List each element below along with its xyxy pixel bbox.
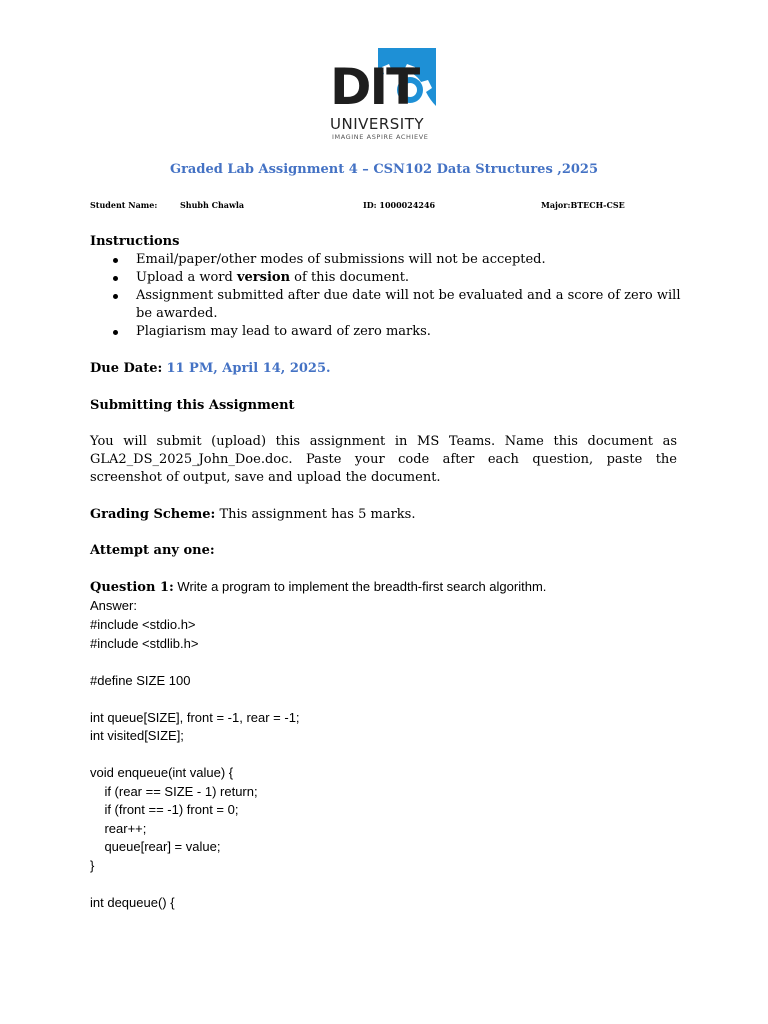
attempt-heading: Attempt any one:: [90, 543, 215, 558]
logo-brand: DIT: [330, 58, 419, 116]
answer-label: Answer:: [90, 598, 137, 613]
due-date-value: 11 PM, April 14, 2025.: [166, 361, 331, 376]
grading-text: This assignment has 5 marks.: [215, 507, 416, 522]
list-item: Email/paper/other modes of submissions will not be accepted.: [90, 251, 690, 269]
question-1: [90, 578, 546, 597]
code-line: int queue[SIZE], front = -1, rear = -1;: [90, 709, 300, 725]
bullet-icon: [113, 294, 118, 299]
bullet-icon: [113, 258, 118, 263]
code-line: #define SIZE 100: [90, 672, 191, 688]
code-line: [90, 746, 300, 765]
code-line: if (rear == SIZE - 1) return;: [90, 783, 258, 799]
code-line: [90, 653, 300, 672]
list-item: Upload a word version of this document.: [90, 269, 690, 287]
list-item: Plagiarism may lead to award of zero marks.: [90, 323, 690, 341]
code-line: [90, 875, 300, 894]
code-line: [90, 690, 300, 709]
instructions-list: [90, 251, 690, 341]
submitting-heading: Submitting this Assignment: [90, 398, 295, 413]
bullet-icon: [113, 276, 118, 281]
student-id: ID: 1000024246: [363, 200, 436, 210]
code-line: rear++;: [90, 820, 147, 836]
grading-label: Grading Scheme:: [90, 507, 216, 522]
grading-scheme: [90, 506, 415, 524]
question-text: Write a program to implement the breadth-first search algorithm.: [173, 579, 547, 594]
assignment-title: Graded Lab Assignment 4 – CSN102 Data Structures ,2025: [169, 162, 598, 177]
bullet-icon: [113, 330, 118, 335]
code-block: [90, 616, 300, 912]
code-line: void enqueue(int value) {: [90, 765, 234, 780]
due-date-label: Due Date:: [90, 361, 163, 376]
student-name-value: Shubh Chawla: [180, 200, 245, 210]
code-line: queue[rear] = value;: [90, 839, 221, 854]
submitting-text: You will submit (upload) this assignment in MS Teams. Name this document as GLA2_DS_2025_John_Doe.doc. Paste your code after each question, paste the screenshot of output, save and upload the document.: [90, 434, 677, 485]
code-line: #include <stdlib.h>: [90, 635, 199, 651]
list-item: Assignment submitted after due date will not be evaluated and a score of zero will be awarded.: [90, 287, 690, 323]
instructions-heading: Instructions: [90, 234, 180, 249]
code-line: if (front == -1) front = 0;: [90, 802, 239, 817]
due-date: [90, 360, 331, 378]
code-line: }: [90, 857, 95, 873]
university-logo: [330, 46, 440, 140]
question-label: Question 1:: [90, 580, 174, 595]
logo-university-word: UNIVERSITY: [330, 115, 425, 133]
code-line: int visited[SIZE];: [90, 728, 184, 743]
logo-tagline: IMAGINE ASPIRE ACHIEVE: [332, 133, 429, 141]
student-name-label: Student Name:: [90, 200, 158, 210]
code-line: int dequeue() {: [90, 894, 175, 910]
code-line: #include <stdio.h>: [90, 617, 196, 632]
student-major: Major:BTECH-CSE: [541, 200, 625, 210]
